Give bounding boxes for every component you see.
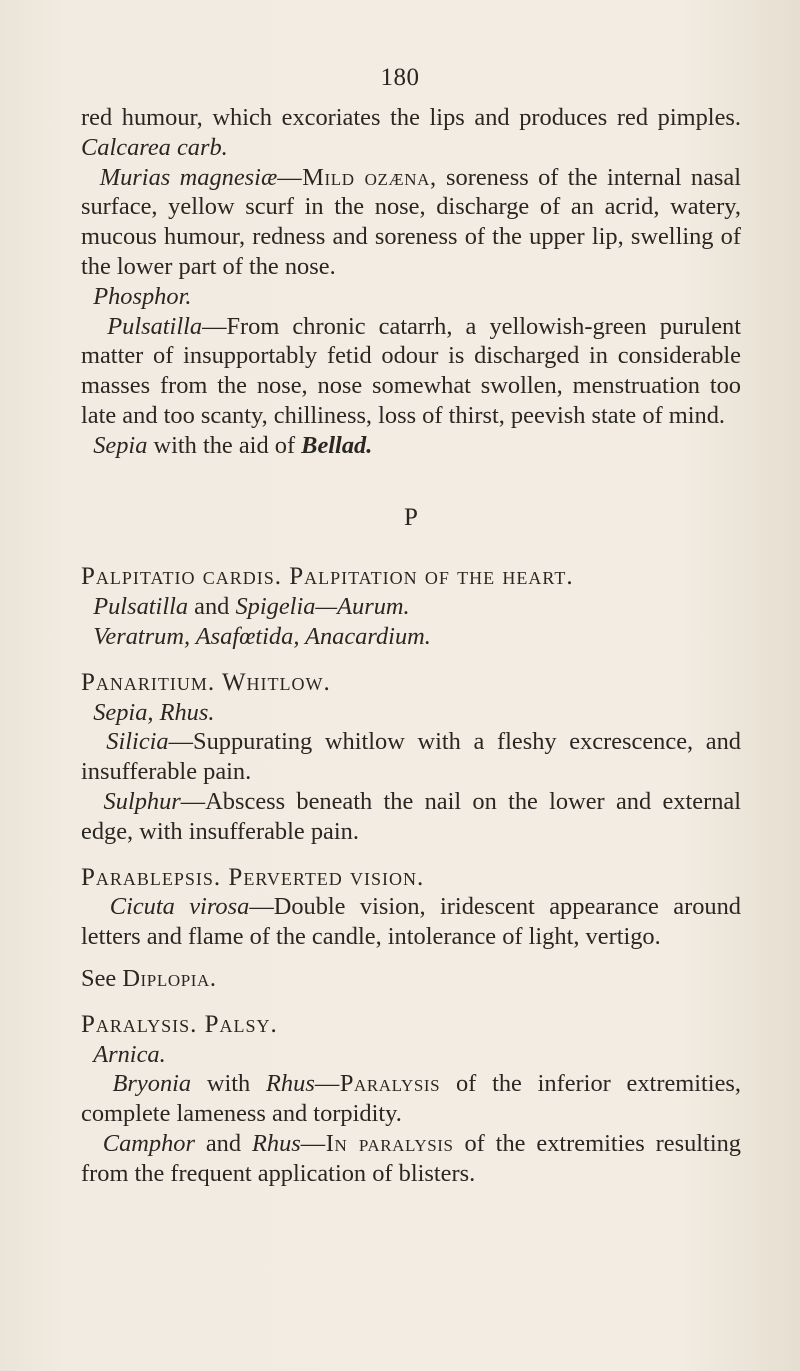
heading-paralysis: Paralysis. Palsy. bbox=[81, 1010, 278, 1038]
lead-in-paralysis: —In paralysis bbox=[300, 1129, 454, 1157]
heading-palpitatio: Palpitatio cardis. Palpitation of the heart. bbox=[81, 563, 574, 591]
remedy-arnica: Arnica. bbox=[93, 1040, 166, 1068]
remedy-rhus: Rhus bbox=[251, 1129, 301, 1157]
entry-text: —Suppurating whitlow with a fleshy excrescence, and insufferable pain. bbox=[81, 728, 741, 786]
remedy-phosphor: Phosphor. bbox=[93, 282, 192, 310]
remedy-sepia: Sepia bbox=[93, 431, 148, 459]
entry-line bbox=[81, 592, 741, 622]
entry-silicia bbox=[81, 727, 741, 787]
spacer bbox=[81, 994, 741, 1010]
paragraph-text: red humour, which excoriates the lips and produces red pimples. bbox=[81, 104, 741, 131]
entry-text: —Double vision, iridescent appearance around letters and flame of the candle, intolerance of light, vertigo. bbox=[81, 893, 742, 951]
see-prefix: See bbox=[81, 964, 123, 992]
remedy-murias: Murias magnesiæ bbox=[99, 163, 278, 191]
heading-panaritium: Panaritium. Whitlow. bbox=[81, 668, 331, 696]
conjunction: and bbox=[188, 593, 236, 621]
lead-paralysis: —Paralysis bbox=[314, 1070, 441, 1098]
entry-line bbox=[81, 622, 741, 652]
remedy-calcarea: Calcarea carb. bbox=[81, 133, 228, 161]
paragraph-red-humour bbox=[81, 103, 741, 163]
entry-line bbox=[81, 698, 741, 728]
entry-text: of the extremities resulting from the frequent application of blisters. bbox=[81, 1129, 741, 1187]
remedy-bryonia: Bryonia bbox=[112, 1070, 192, 1098]
remedy-sulphur: Sulphur bbox=[103, 787, 181, 815]
conjunction: with bbox=[191, 1070, 267, 1098]
entry-bryonia bbox=[81, 1069, 741, 1129]
remedy-pulsatilla: Pulsatilla bbox=[107, 312, 203, 340]
entry-cicuta bbox=[81, 892, 741, 952]
remedy-list: Veratrum, Asafœtida, Anacardium. bbox=[93, 622, 431, 650]
remedy-rhus: Rhus bbox=[266, 1070, 315, 1098]
remedy-list: Sepia, Rhus. bbox=[93, 698, 215, 726]
paragraph-text: soreness of the internal nasal surface, yellow scurf in the nose, discharge of an acrid, watery, mucous humour, redness and soreness of the upper lip, swelling of the lower part of the nose. bbox=[81, 163, 741, 280]
see-diplopia-link: Diplopia. bbox=[122, 964, 217, 992]
remedy-silicia: Silicia bbox=[106, 728, 169, 756]
paragraph-text: with the aid of bbox=[147, 431, 302, 459]
spacer bbox=[81, 652, 741, 668]
remedy-cicuta: Cicuta virosa bbox=[109, 893, 250, 921]
spacer bbox=[81, 461, 741, 503]
remedy-spigelia: Spigelia—Aurum. bbox=[235, 593, 410, 621]
spacer bbox=[81, 532, 741, 562]
see-reference bbox=[81, 964, 741, 994]
page-body bbox=[81, 103, 741, 1189]
heading-parablepsis: Parablepsis. Perverted vision. bbox=[81, 863, 425, 891]
page-number: 180 bbox=[380, 64, 420, 91]
entry-text: —Abscess beneath the nail on the lower and external edge, with insufferable pain. bbox=[81, 787, 741, 845]
lead-ozaena: —Mild ozæna, bbox=[277, 163, 437, 191]
conjunction: and bbox=[194, 1129, 252, 1157]
entry-text: of the inferior extremities, complete lameness and torpidity. bbox=[81, 1070, 741, 1128]
paragraph-murias bbox=[81, 163, 741, 282]
section-letter: P bbox=[404, 503, 418, 531]
paragraph-phosphor bbox=[81, 282, 741, 312]
spacer bbox=[81, 847, 741, 863]
remedy-camphor: Camphor bbox=[102, 1129, 195, 1157]
paragraph-text: —From chronic catarrh, a yellowish-green purulent matter of insupportably fetid odour is discharged in considerable masses from the nose, nose somewhat swollen, menstruation too late and too scanty, chilliness, loss of thirst, peevish state of mind. bbox=[81, 312, 742, 429]
entry-line bbox=[81, 1040, 741, 1070]
spacer bbox=[81, 952, 741, 964]
remedy-pulsatilla: Pulsatilla bbox=[93, 593, 189, 621]
paragraph-pulsatilla bbox=[81, 312, 741, 431]
remedy-bellad: Bellad. bbox=[301, 431, 373, 459]
paragraph-sepia bbox=[81, 431, 741, 461]
entry-sulphur bbox=[81, 787, 741, 847]
entry-camphor bbox=[81, 1129, 741, 1189]
